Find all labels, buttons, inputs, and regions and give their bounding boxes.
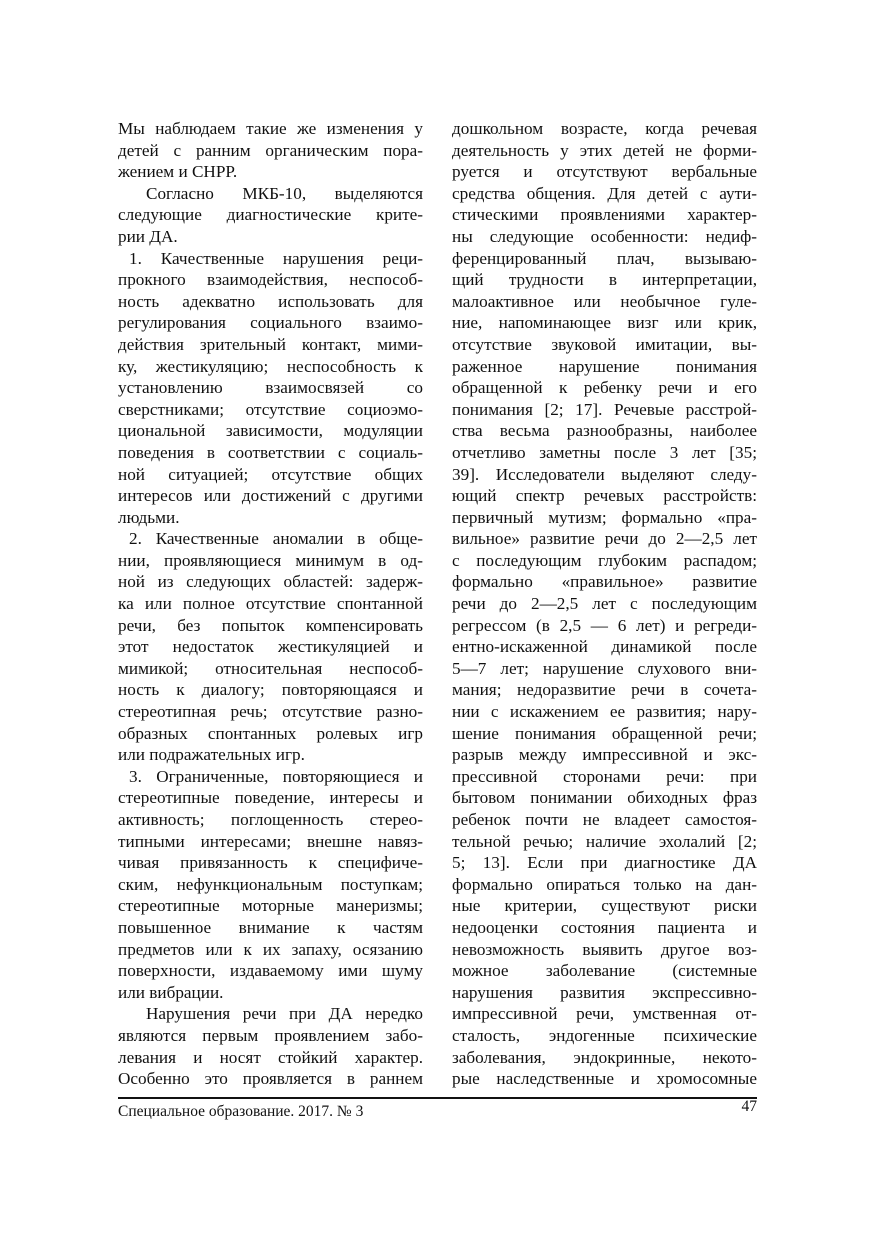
text-line: заболевания, эндокринные, некото- — [452, 1047, 757, 1067]
text-line: чивая привязанность к специфиче- — [118, 853, 423, 873]
text-line: или подражательных игр. — [118, 745, 305, 765]
footer-journal-title: Специальное образование. 2017. № 3 — [118, 1103, 364, 1120]
paragraph — [118, 248, 423, 529]
page-number: 47 — [741, 1098, 757, 1115]
text-line: интересов или достижений с другими — [118, 486, 423, 506]
paragraph — [452, 118, 757, 1090]
text-line: 2. Качественные аномалии в обще- — [129, 529, 423, 549]
text-line: стическими проявлениями характер- — [452, 205, 757, 225]
text-line: поверхности, издаваемому ими шуму — [118, 961, 423, 981]
text-line: щий трудности в интерпретации, — [452, 270, 757, 290]
text-line: детей с ранним органическим пора- — [118, 140, 423, 160]
text-line: тельной речью; наличие эхолалий [2; — [452, 831, 757, 851]
text-line: образных спонтанных ролевых игр — [118, 723, 423, 743]
text-line: мимикой; относительная неспособ- — [118, 658, 423, 678]
text-line: малоактивное или необычное гуле- — [452, 291, 757, 311]
text-line: людьми. — [118, 507, 180, 527]
text-line: сверстниками; отсутствие социоэмо- — [118, 399, 423, 419]
text-line: вильное» развитие речи до 2—2,5 лет — [452, 529, 757, 549]
text-line: бытовом понимании обиходных фраз — [452, 788, 757, 808]
text-line: руется и отсутствуют вербальные — [452, 162, 757, 182]
text-line: отсутствие звуковой имитации, вы- — [452, 334, 757, 354]
text-line: нии с искажением ее развития; нару- — [452, 702, 757, 722]
text-line: понимания [2; 17]. Речевые расстрой- — [452, 399, 757, 419]
text-line: можное заболевание (системные — [452, 961, 757, 981]
text-line: этот недостаток жестикуляцией и — [118, 637, 423, 657]
text-line: или вибрации. — [118, 982, 224, 1002]
text-line: стереотипная речь; отсутствие разно- — [118, 702, 423, 722]
text-line: ность к диалогу; повторяющаяся и — [118, 680, 423, 700]
text-line: предметов или к их запаху, осязанию — [118, 939, 423, 959]
text-column-right — [452, 118, 757, 1090]
text-line: 1. Качественные нарушения реци- — [129, 248, 423, 268]
paragraph — [118, 183, 423, 248]
text-line: ентно-искаженной динамикой после — [452, 637, 757, 657]
text-line: нии, проявляющиеся минимум в од- — [118, 550, 423, 570]
text-line: 39]. Исследователи выделяют следу- — [452, 464, 757, 484]
text-line: шение понимания обращенной речи; — [452, 723, 757, 743]
text-line: ные критерии, существуют риски — [452, 896, 757, 916]
text-line: типными интересами; внешне навяз- — [118, 831, 423, 851]
text-line: 5—7 лет; нарушение слухового вни- — [452, 658, 757, 678]
text-line: нарушения развития экспрессивно- — [452, 982, 757, 1002]
text-line: левания и носят стойкий характер. — [118, 1047, 423, 1067]
text-column-left — [118, 118, 423, 1090]
text-line: мания; недоразвитие речи в сочета- — [452, 680, 757, 700]
text-line: рые наследственные и хромосомные — [452, 1069, 757, 1089]
text-line: прессивной сторонами речи: при — [452, 766, 757, 786]
text-line: ку, жестикуляцию; неспособность к — [118, 356, 423, 376]
text-line: импрессивной речи, умственная от- — [452, 1004, 757, 1024]
text-line: формально опираться только на дан- — [452, 874, 757, 894]
text-line: установлению взаимосвязей со — [118, 378, 423, 398]
footer-rule — [118, 1097, 757, 1099]
text-line: регрессом (в 2,5 — 6 лет) и регреди- — [452, 615, 757, 635]
text-line: Мы наблюдаем такие же изменения у — [118, 119, 423, 138]
text-line: 5; 13]. Если при диагностике ДА — [452, 853, 757, 873]
text-line: невозможность выявить другое воз- — [452, 939, 757, 959]
text-line: первичный мутизм; формально «пра- — [452, 507, 757, 527]
text-line: сталость, эндогенные психические — [452, 1025, 757, 1045]
text-line: повышенное внимание к частям — [118, 917, 423, 937]
text-line: ка или полное отсутствие спонтанной — [118, 594, 423, 614]
text-line: прокного взаимодействия, неспособ- — [118, 270, 423, 290]
text-line: речи, без попыток компенсировать — [118, 615, 423, 635]
text-line: действия зрительный контакт, мими- — [118, 334, 423, 354]
paragraph — [118, 1003, 423, 1089]
text-line: ребенок почти не владеет самостоя- — [452, 810, 757, 829]
text-line: стереотипные моторные манеризмы; — [118, 896, 423, 916]
text-line: Согласно МКБ-10, выделяются — [146, 183, 423, 203]
text-line: Нарушения речи при ДА нередко — [146, 1004, 423, 1024]
text-line: недооценки состояния пациента и — [452, 917, 757, 937]
text-line: разрыв между импрессивной и экс- — [452, 745, 757, 765]
text-line: регулирования социального взаимо- — [118, 313, 423, 333]
text-line: являются первым проявлением забо- — [118, 1025, 423, 1045]
text-line: ющий спектр речевых расстройств: — [452, 486, 757, 506]
paragraph — [118, 528, 423, 766]
text-line: 3. Ограниченные, повторяющиеся и — [129, 766, 423, 786]
text-line: циональной зависимости, модуляции — [118, 421, 423, 441]
text-line: активность; поглощенность стерео- — [118, 810, 423, 829]
paragraph — [118, 766, 423, 1004]
text-line: Особенно это проявляется в раннем — [118, 1069, 423, 1089]
text-line: ференцированный плач, вызываю- — [452, 248, 757, 268]
text-line: средства общения. Для детей с аути- — [452, 183, 757, 203]
text-line: ние, напоминающее визг или крик, — [452, 313, 757, 333]
text-line: жением и СНРР. — [118, 162, 238, 182]
paragraph — [118, 118, 423, 183]
text-line: ства весьма разнообразны, наиболее — [452, 421, 757, 441]
text-line: поведения в соответствии с социаль- — [118, 442, 423, 462]
text-line: ной из следующих областей: задерж- — [118, 572, 423, 592]
text-line: стереотипные поведение, интересы и — [118, 788, 423, 808]
text-line: формально «правильное» развитие — [452, 572, 757, 592]
text-line: отчетливо заметны после 3 лет [35; — [452, 442, 757, 462]
text-line: деятельность у этих детей не форми- — [452, 140, 757, 160]
text-line: рии ДА. — [118, 226, 178, 246]
text-line: ским, нефункциональным поступкам; — [118, 874, 423, 894]
text-line: ны следующие особенности: недиф- — [452, 226, 757, 246]
text-line: ность адекватно использовать для — [118, 291, 423, 311]
text-line: раженное нарушение понимания — [452, 356, 757, 376]
text-line: с последующим глубоким распадом; — [452, 550, 757, 570]
text-line: дошкольном возрасте, когда речевая — [452, 119, 757, 138]
text-line: ной ситуацией; отсутствие общих — [118, 464, 423, 484]
text-line: речи до 2—2,5 лет с последующим — [452, 594, 757, 614]
text-line: обращенной к ребенку речи и его — [452, 378, 757, 398]
text-line: следующие диагностические крите- — [118, 205, 423, 225]
